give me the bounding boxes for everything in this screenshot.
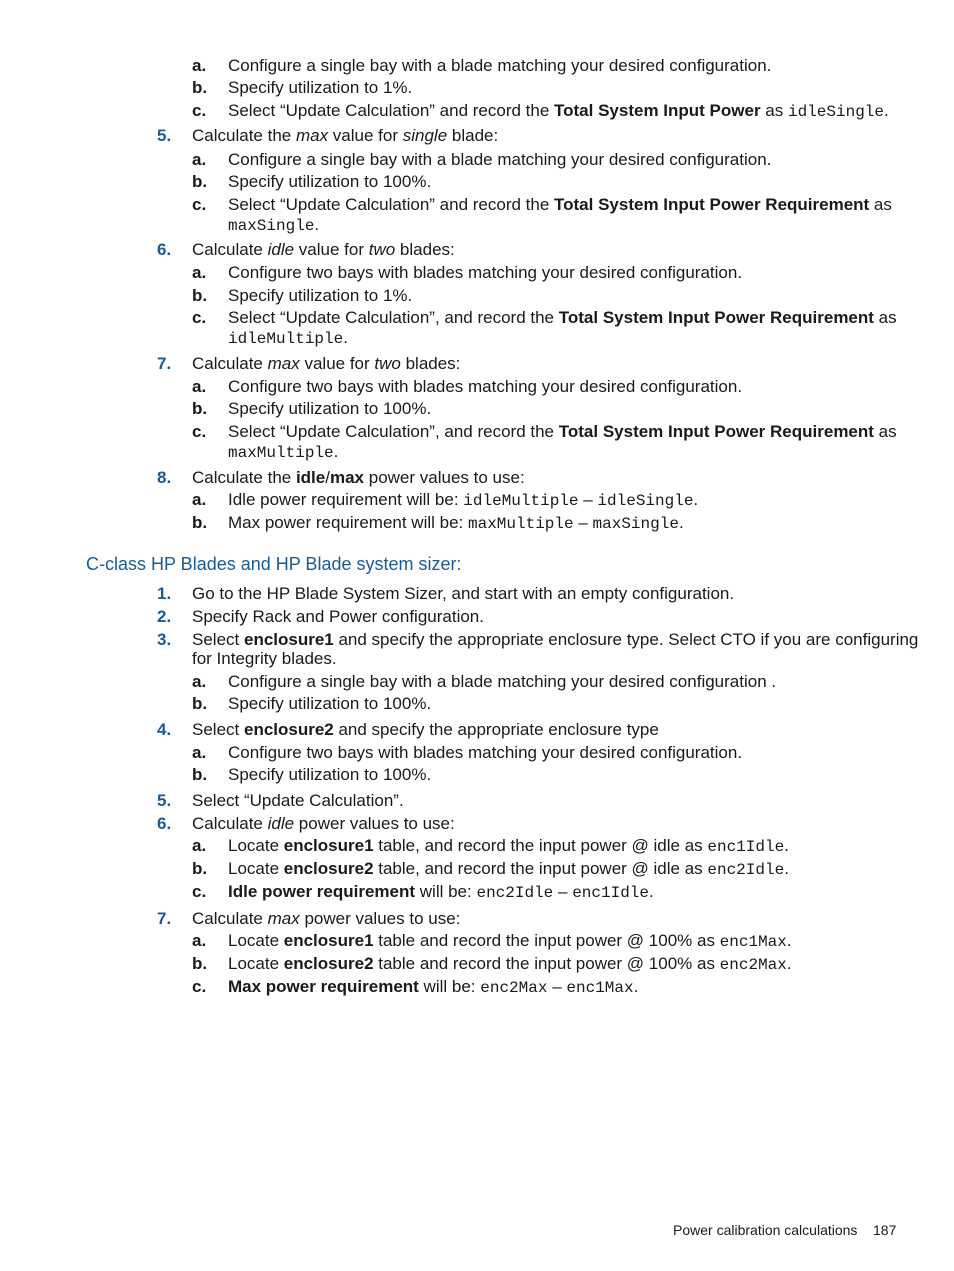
step-8b-text: Max power requirement will be: maxMultiple – maxSingle.: [228, 513, 684, 533]
step-6a-letter: a.: [192, 263, 207, 282]
step-7c-letter: c.: [192, 422, 207, 441]
sizer-step-6c-letter: c.: [192, 882, 207, 901]
sizer-step-4a-text: Configure two bays with blades matching your desired configuration.: [228, 743, 743, 762]
sizer-step-3b-letter: b.: [192, 694, 208, 713]
step-6a-text: Configure two bays with blades matching your desired configuration.: [228, 263, 743, 282]
sizer-step-5-text: Select “Update Calculation”.: [192, 791, 404, 810]
step-7b-text: Specify utilization to 100%.: [228, 399, 432, 418]
step-7c-text: Select “Update Calculation”, and record the Total System Input Power Requirement as: [228, 422, 897, 441]
sizer-step-2-number: 2.: [157, 607, 172, 626]
step-6c-text: Select “Update Calculation”, and record the Total System Input Power Requirement as: [228, 308, 897, 327]
step-5b-text: Specify utilization to 100%.: [228, 172, 432, 191]
sizer-step-5-number: 5.: [157, 791, 172, 810]
step-7a-letter: a.: [192, 377, 207, 396]
sizer-step-2-text: Specify Rack and Power configuration.: [192, 607, 484, 626]
sizer-step-6c-text: Idle power requirement will be: enc2Idle – enc1Idle.: [228, 882, 654, 902]
step-7c-code: maxMultiple.: [228, 442, 339, 462]
sizer-step-7-number: 7.: [157, 909, 172, 928]
step-7-text: Calculate max value for two blades:: [192, 354, 461, 373]
step-7b-letter: b.: [192, 399, 208, 418]
step-8a-letter: a.: [192, 490, 207, 509]
sizer-step-7-text: Calculate max power values to use:: [192, 909, 461, 928]
sizer-step-7a-text: Locate enclosure1 table and record the input power @ 100% as enc1Max.: [228, 931, 792, 951]
step-5b-letter: b.: [192, 172, 208, 191]
step-5a-text: Configure a single bay with a blade matching your desired configuration.: [228, 150, 772, 169]
sizer-step-7b-text: Locate enclosure2 table and record the input power @ 100% as enc2Max.: [228, 954, 792, 974]
step-8-text: Calculate the idle/max power values to use:: [192, 468, 525, 487]
step-5c-letter: c.: [192, 195, 207, 214]
sizer-step-3a-text: Configure a single bay with a blade matching your desired configuration .: [228, 672, 777, 691]
sizer-step-6-text: Calculate idle power values to use:: [192, 814, 455, 833]
sizer-step-7a-letter: a.: [192, 931, 207, 950]
sizer-step-1-number: 1.: [157, 584, 172, 603]
step-7-number: 7.: [157, 354, 172, 373]
sizer-step-3a-letter: a.: [192, 672, 207, 691]
sizer-step-6a-letter: a.: [192, 836, 207, 855]
sizer-step-4a-letter: a.: [192, 743, 207, 762]
sizer-step-3b-text: Specify utilization to 100%.: [228, 694, 432, 713]
sizer-step-4b-text: Specify utilization to 100%.: [228, 765, 432, 784]
sizer-step-7c-text: Max power requirement will be: enc2Max – enc1Max.: [228, 977, 639, 997]
sizer-step-6a-text: Locate enclosure1 table, and record the input power @ idle as enc1Idle.: [228, 836, 789, 856]
sizer-step-6b-letter: b.: [192, 859, 208, 878]
step-5a-letter: a.: [192, 150, 207, 169]
step-8a-text: Idle power requirement will be: idleMultiple – idleSingle.: [228, 490, 699, 510]
sizer-step-4b-letter: b.: [192, 765, 208, 784]
step-5-text: Calculate the max value for single blade:: [192, 126, 499, 145]
sizer-step-7b-letter: b.: [192, 954, 208, 973]
step-4b-text: Specify utilization to 1%.: [228, 78, 413, 97]
step-6-text: Calculate idle value for two blades:: [192, 240, 455, 259]
step-7a-text: Configure two bays with blades matching your desired configuration.: [228, 377, 743, 396]
sizer-step-3-text-cont: for Integrity blades.: [192, 649, 337, 668]
step-4a-text: Configure a single bay with a blade matching your desired configuration.: [228, 56, 772, 75]
step-5c-text: Select “Update Calculation” and record the Total System Input Power Requirement as: [228, 195, 892, 214]
step-5-number: 5.: [157, 126, 172, 145]
sizer-step-6-number: 6.: [157, 814, 172, 833]
sizer-step-4-number: 4.: [157, 720, 172, 739]
step-6c-letter: c.: [192, 308, 207, 327]
footer-page-number: 187: [873, 1222, 897, 1238]
section-heading: C-class HP Blades and HP Blade system sizer:: [86, 554, 462, 574]
step-4c-letter: c.: [192, 101, 207, 120]
step-6c-code: idleMultiple.: [228, 328, 348, 348]
step-4c-text: Select “Update Calculation” and record the Total System Input Power as idleSingle.: [228, 101, 889, 121]
step-6b-letter: b.: [192, 286, 208, 305]
sizer-step-7c-letter: c.: [192, 977, 207, 996]
step-8-number: 8.: [157, 468, 172, 487]
step-6b-text: Specify utilization to 1%.: [228, 286, 413, 305]
sizer-step-4-text: Select enclosure2 and specify the appropriate enclosure type: [192, 720, 659, 739]
step-4b-letter: b.: [192, 78, 208, 97]
step-6-number: 6.: [157, 240, 172, 259]
sizer-step-3-text: Select enclosure1 and specify the appropriate enclosure type. Select CTO if you are configuring: [192, 630, 919, 649]
sizer-step-6b-text: Locate enclosure2 table, and record the input power @ idle as enc2Idle.: [228, 859, 789, 879]
step-5c-code: maxSingle.: [228, 215, 320, 235]
footer-section-title: Power calibration calculations: [673, 1222, 858, 1238]
step-8b-letter: b.: [192, 513, 208, 532]
step-4a-letter: a.: [192, 56, 207, 75]
sizer-step-3-number: 3.: [157, 630, 172, 649]
sizer-step-1-text: Go to the HP Blade System Sizer, and start with an empty configuration.: [192, 584, 735, 603]
